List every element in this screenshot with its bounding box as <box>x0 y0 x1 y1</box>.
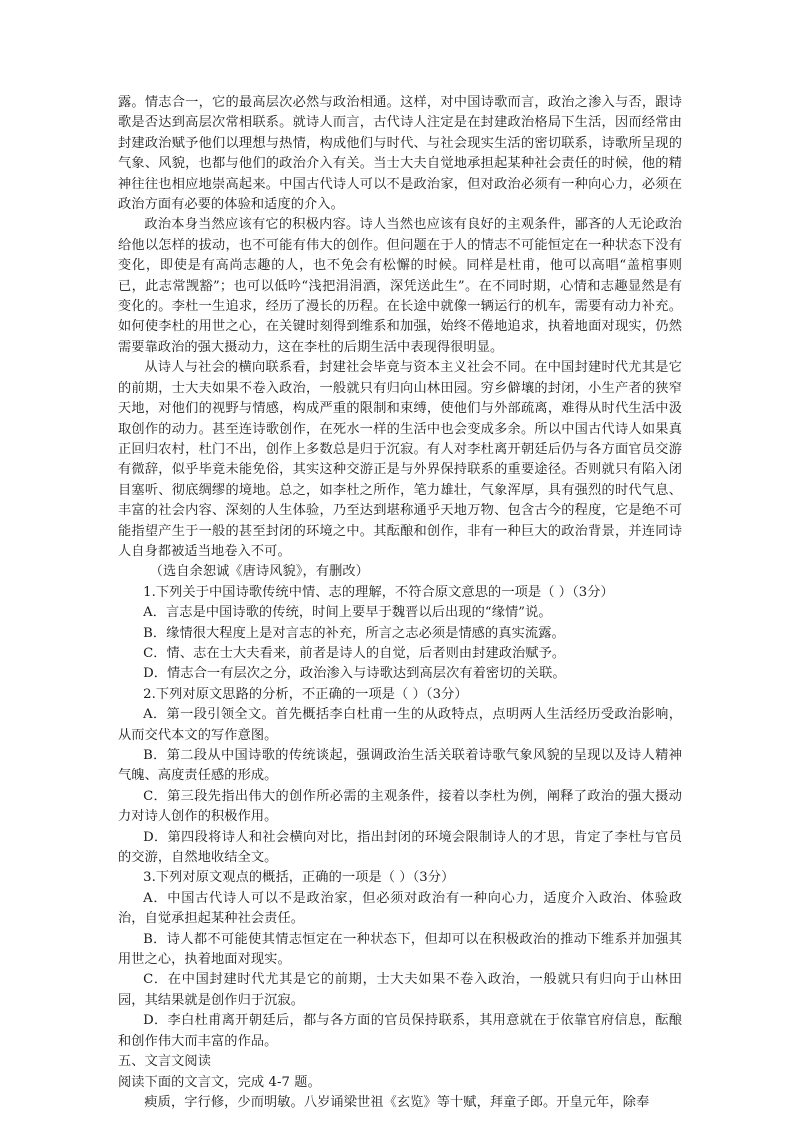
document-page <box>118 93 682 1113</box>
section-5-title: 五、文言文阅读 <box>118 1054 212 1070</box>
question-1-option-a: A．言志是中国诗歌的传统，时间上要早于魏晋以后出现的“缘情”说。 <box>143 605 552 621</box>
passage-paragraph-2: 政治本身当然应该有它的积极内容。诗人当然也应该有良好的主观条件，鄙吝的人无论政治给他以怎样的拔动，也不可能有伟大的创作。但问题在于人的情志不可能恒定在一种状态下没有变化，即使是有高尚志趣的人，也不免会有松懈的时候。同样是杜甫，他可以高唱“盖棺事则已，此志常觊豁”；也可以低吟“浅把涓涓酒，深凭送此生”。在不同时期，心情和志趣显然是有变化的。李杜一生追求，经历了漫长的历程。在长途中就像一辆运行的机车，需要有动力补充。如何使李杜的用世之心，在关键时刻得到维系和加强，始终不倦地追求，执着地面对现实，仍然需要靠政治的强大摄动力，这在李杜的后期生活中表现得很明显。 <box>118 217 682 355</box>
question-2-option-d: D．第四段将诗人和社会横向对比，指出封闭的环境会限制诗人的才思，肯定了李杜与官员的交游，自然地收结全文。 <box>118 829 682 866</box>
question-3-option-d: D．李白杜甫离开朝廷后，都与各方面的官员保持联系，其用意就在于依靠官府信息，酝酿和创作伟大而丰富的作品。 <box>118 1013 682 1049</box>
question-3-option-a: A．中国古代诗人可以不是政治家，但必须对政治有一种向心力，适度介入政治、体验政治，自觉承担起某种社会责任。 <box>118 890 682 927</box>
question-3-stem: 3.下列对原文观点的概括，正确的一项是（ ）（3分） <box>143 870 455 886</box>
question-2-option-b: B．第二段从中国诗歌的传统谈起，强调政治生活关联着诗歌气象风貌的呈现以及诗人精神气魄、高度责任感的形成。 <box>118 748 682 784</box>
question-3-option-b: B．诗人都不可能使其情志恒定在一种状态下，但却可以在积极政治的推动下维系并加强其用世之心，执着地面对现实。 <box>118 931 682 968</box>
question-1-option-d: D．情志合一有层次之分，政治渗入与诗歌达到高层次有着密切的关联。 <box>143 666 566 682</box>
passage-paragraph-1: 露。情志合一，它的最高层次必然与政治相通。这样，对中国诗歌而言，政治之渗入与否，跟诗歌是否达到高层次常相联系。就诗人而言，古代诗人注定是在封建政治格局下生活，因而经常由封建政治赋予他们以理想与热情，构成他们与时代、与社会现实生活的密切联系，诗歌所呈现的气象、风貌，也都与他们的政治介入有关。当士大夫自觉地承担起某种社会责任的时候，他的精神往往也相应地崇高起来。中国古代诗人可以不是政治家，但对政治必须有一种向心力，必须在政治方面有必要的体验和适度的介入。 <box>118 95 682 213</box>
question-2-stem: 2.下列对原文思路的分析，不正确的一项是（ ）（3分） <box>143 686 468 702</box>
section-5-instruction: 阅读下面的文言文，完成 4-7 题。 <box>118 1074 321 1090</box>
passage-paragraph-3: 从诗人与社会的横向联系看，封建社会毕竟与资本主义社会不同。在中国封建时代尤其是它的前期，士大夫如果不卷入政治，一般就只有归向山林田园。穷乡僻壤的封闭，小生产者的狭窄天地，对他们的视野与情感，构成严重的限制和束缚，使他们与外部疏离，难得从时代生活中汲取创作的动力。甚至连诗歌创作，在死水一样的生活中也会变成多余。所以中国古代诗人如果真正回归农村，杜门不出，创作上多数总是归于沉寂。有人对李杜离开朝廷后仍与各方面官员交游有微辞，似乎毕竟未能免俗，其实这种交游正是与外界保持联系的重要途径。否则就只有陷入闭目塞听、彻底绸缪的境地。总之，如李杜之所作，笔力雄壮，气象浑厚，具有强烈的时代气息、丰富的社会内容、深刻的人生体验，乃至达到堪称通乎天地万物、包含古今的程度，它是绝不可能指望产生于一般的甚至封闭的环境之中。其酝酿和创作，非有一种巨大的政治背景，并连同诗人自身都被适当地卷入不可。 <box>118 360 682 559</box>
question-2-option-c: C．第三段先指出伟大的创作所必需的主观条件，接着以李杜为例，阐释了政治的强大摄动力对诗人创作的积极作用。 <box>118 788 682 825</box>
question-1-option-b: B．缘情很大程度上是对言志的补充，所言之志必须是情感的真实流露。 <box>143 625 565 641</box>
question-1-option-c: C．情、志在士大夫看来，前者是诗人的自觉，后者则由封建政治赋予。 <box>143 645 566 661</box>
question-1-stem: 1.下列关于中国诗歌传统中情、志的理解，不符合原文意思的一项是（ ）（3分） <box>143 584 614 600</box>
question-3-option-c: C．在中国封建时代尤其是它的前期，士大夫如果不卷入政治，一般就只有归向于山林田园，其结果就是创作归于沉寂。 <box>118 972 682 1008</box>
question-2-option-a: A．第一段引领全文。首先概括李白杜甫一生的从政特点，点明两人生活经历受政治影响，从而交代本文的写作意图。 <box>118 707 682 743</box>
passage-source: （选自余恕诚《唐诗风貌》，有删改） <box>149 564 369 580</box>
classical-text-first-line: 瘐质，字行修，少而明敏。八岁诵梁世祖《玄览》等十赋，拜童子郎。开皇元年，除奉 <box>144 1094 650 1110</box>
